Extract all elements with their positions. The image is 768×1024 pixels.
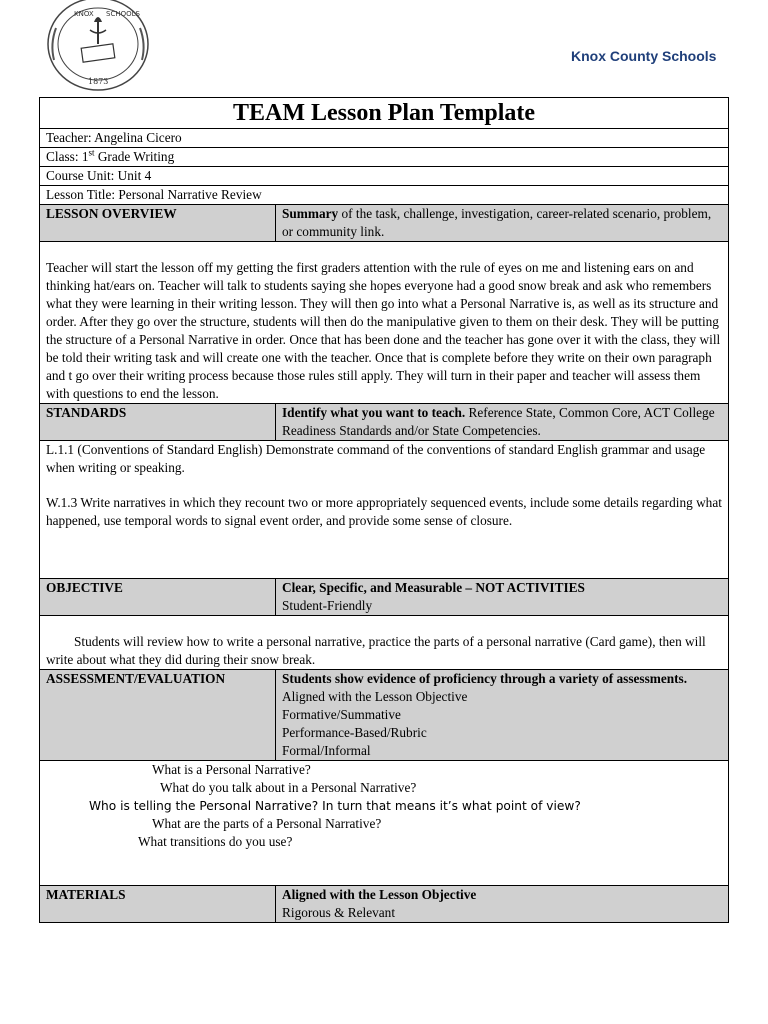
school-seal-icon bbox=[44, 0, 152, 92]
org-name: Knox County Schools bbox=[571, 48, 717, 64]
overview-body: Teacher will start the lesson off my getting the first graders attention with the rule of eyes on me and listening ears on and thinking hat/ears on. Teacher will talk to students saying she hopes everyone had a good snow break and ask who remembers what they were learning in their writing lesson. They will then go into what a Personal Narrative is, as well as its structure and order. After they go over the structure, students will then do the manipulative given to them on their desk. They will be putting the structure of a Personal Narrative in order. Once that has been done and the teacher has gone over it with the class, they will be told their writing task and will create one with the teacher. Once that is complete before they write on their own paragraph and t go over their writing process because those rules still apply. They will turn in their paper and teacher will assess them with questions to end the lesson. bbox=[40, 242, 729, 404]
materials-header bbox=[40, 886, 729, 923]
svg-text:1873: 1873 bbox=[88, 77, 109, 86]
standard-item: L.1.1 (Conventions of Standard English) Demonstrate command of the conventions of standard English grammar and usage when writing or speaking. bbox=[46, 442, 706, 475]
svg-text:KNOX: KNOX bbox=[74, 10, 94, 18]
assessment-header bbox=[40, 670, 729, 761]
title-row bbox=[40, 98, 729, 129]
overview-desc: Summary of the task, challenge, investigation, career-related scenario, problem, or community link. bbox=[276, 205, 729, 242]
lesson-title-field: Lesson Title: Personal Narrative Review bbox=[40, 186, 729, 205]
question-item: Who is telling the Personal Narrative? In turn that means it’s what point of view? bbox=[89, 799, 581, 813]
objective-desc: Clear, Specific, and Measurable – NOT ACTIVITIES Student-Friendly bbox=[276, 579, 729, 616]
section-label-overview: LESSON OVERVIEW bbox=[40, 205, 276, 242]
svg-text:SCHOOLS: SCHOOLS bbox=[106, 10, 140, 18]
question-item: What transitions do you use? bbox=[138, 834, 293, 849]
question-item: What are the parts of a Personal Narrative? bbox=[152, 816, 382, 831]
standards-desc: Identify what you want to teach. Reference State, Common Core, ACT College Readiness Standards and/or State Competencies. bbox=[276, 404, 729, 441]
question-item: What do you talk about in a Personal Narrative? bbox=[160, 780, 417, 795]
course-unit-field: Course Unit: Unit 4 bbox=[40, 167, 729, 186]
section-label-assessment: ASSESSMENT/EVALUATION bbox=[40, 670, 276, 761]
section-label-objective: OBJECTIVE bbox=[40, 579, 276, 616]
assessment-body bbox=[40, 761, 729, 886]
assessment-desc: Students show evidence of proficiency through a variety of assessments. Aligned with the Lesson Objective Formative/Summative Performance-Based/Rubric Formal/Informal bbox=[276, 670, 729, 761]
section-label-materials: MATERIALS bbox=[40, 886, 276, 923]
doc-title: TEAM Lesson Plan Template bbox=[40, 98, 729, 129]
materials-desc: Aligned with the Lesson Objective Rigorous & Relevant bbox=[276, 886, 729, 923]
class-field: Class: 1st Grade Writing bbox=[40, 148, 729, 167]
objective-body: Students will review how to write a personal narrative, practice the parts of a personal narrative (Card game), then will write about what they did during their snow break. bbox=[40, 616, 729, 670]
overview-header bbox=[40, 205, 729, 242]
teacher-field: Teacher: Angelina Cicero bbox=[40, 129, 729, 148]
standards-header bbox=[40, 404, 729, 441]
objective-header bbox=[40, 579, 729, 616]
section-label-standards: STANDARDS bbox=[40, 404, 276, 441]
standard-item: W.1.3 Write narratives in which they recount two or more appropriately sequenced events, include some details regarding what happened, use temporal words to signal event order, and provide some sense of closure. bbox=[46, 495, 722, 528]
standards-body bbox=[40, 441, 729, 579]
question-item: What is a Personal Narrative? bbox=[152, 762, 311, 777]
lesson-plan-table bbox=[39, 97, 729, 923]
